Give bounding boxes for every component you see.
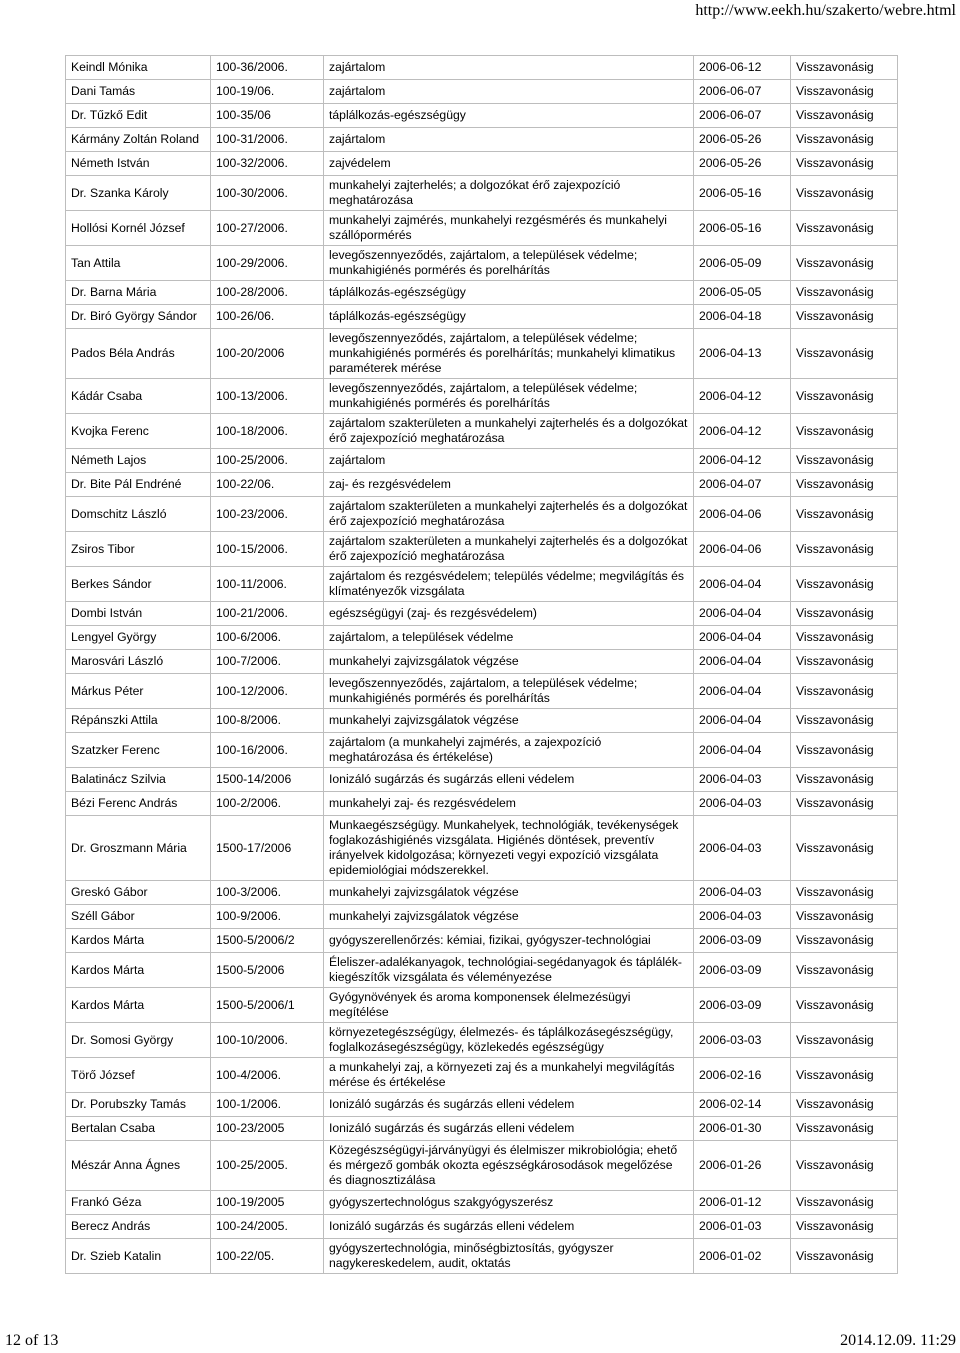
- table-row: [66, 449, 898, 473]
- expert-name-cell: Németh Lajos: [66, 449, 211, 473]
- specialty-cell: munkahelyi zajterhelés; a dolgozókat érő zajexpozíció meghatározása: [324, 176, 694, 211]
- expert-name-cell: Tan Attila: [66, 246, 211, 281]
- issue-date-cell: 2006-04-04: [694, 602, 791, 626]
- table-row: [66, 497, 898, 532]
- specialty-cell: zajártalom (a munkahelyi zajmérés, a zajexpozíció meghatározása és értékelése): [324, 733, 694, 768]
- table-row: [66, 104, 898, 128]
- specialty-cell: zajártalom szakterületen a munkahelyi zajterhelés és a dolgozókat érő zajexpozíció meghatározása: [324, 414, 694, 449]
- license-number-cell: 100-19/2005: [211, 1191, 324, 1215]
- validity-cell: Visszavonásig: [791, 414, 898, 449]
- license-number-cell: 100-2/2006.: [211, 792, 324, 816]
- specialty-cell: Ionizáló sugárzás és sugárzás elleni védelem: [324, 1215, 694, 1239]
- issue-date-cell: 2006-04-12: [694, 414, 791, 449]
- specialty-cell: Közegészségügyi-járványügyi és élelmiszer mikrobiológia; ehető és mérgező gombák okozta egészségkárosodások megelőzése és diagnosztizálása: [324, 1141, 694, 1191]
- expert-name-cell: Dr. Porubszky Tamás: [66, 1093, 211, 1117]
- issue-date-cell: 2006-04-04: [694, 733, 791, 768]
- license-number-cell: 100-28/2006.: [211, 281, 324, 305]
- validity-cell: Visszavonásig: [791, 567, 898, 602]
- expert-name-cell: Németh István: [66, 152, 211, 176]
- validity-cell: Visszavonásig: [791, 532, 898, 567]
- issue-date-cell: 2006-01-02: [694, 1239, 791, 1274]
- table-row: [66, 602, 898, 626]
- issue-date-cell: 2006-05-26: [694, 128, 791, 152]
- license-number-cell: 100-11/2006.: [211, 567, 324, 602]
- expert-name-cell: Balatinácz Szilvia: [66, 768, 211, 792]
- specialty-cell: környezetegészségügy, élelmezés- és táplálkozásegészségügy, foglalkozásegészségügy, közlekedés egészségügy: [324, 1023, 694, 1058]
- expert-name-cell: Kvojka Ferenc: [66, 414, 211, 449]
- validity-cell: Visszavonásig: [791, 449, 898, 473]
- license-number-cell: 100-25/2006.: [211, 449, 324, 473]
- issue-date-cell: 2006-06-07: [694, 104, 791, 128]
- table-row: [66, 953, 898, 988]
- specialty-cell: zaj- és rezgésvédelem: [324, 473, 694, 497]
- table-row: [66, 414, 898, 449]
- table-row: [66, 1141, 898, 1191]
- issue-date-cell: 2006-02-16: [694, 1058, 791, 1093]
- table-row: [66, 56, 898, 80]
- specialty-cell: zajártalom, a települések védelme: [324, 626, 694, 650]
- expert-name-cell: Berecz András: [66, 1215, 211, 1239]
- issue-date-cell: 2006-01-03: [694, 1215, 791, 1239]
- specialty-cell: Gyógynövények és aroma komponensek élelmezésügyi megítélése: [324, 988, 694, 1023]
- specialty-cell: zajvédelem: [324, 152, 694, 176]
- expert-name-cell: Kármány Zoltán Roland: [66, 128, 211, 152]
- license-number-cell: 100-6/2006.: [211, 626, 324, 650]
- license-number-cell: 100-25/2005.: [211, 1141, 324, 1191]
- license-number-cell: 100-8/2006.: [211, 709, 324, 733]
- expert-name-cell: Lengyel György: [66, 626, 211, 650]
- validity-cell: Visszavonásig: [791, 473, 898, 497]
- specialty-cell: zajártalom és rezgésvédelem; település védelme; megvilágítás és klímatényezők vizsgálata: [324, 567, 694, 602]
- specialty-cell: gyógyszertechnológus szakgyógyszerész: [324, 1191, 694, 1215]
- expert-name-cell: Szatzker Ferenc: [66, 733, 211, 768]
- table-row: [66, 1117, 898, 1141]
- validity-cell: Visszavonásig: [791, 1117, 898, 1141]
- expert-name-cell: Domschitz László: [66, 497, 211, 532]
- expert-name-cell: Greskó Gábor: [66, 881, 211, 905]
- license-number-cell: 100-21/2006.: [211, 602, 324, 626]
- expert-name-cell: Pados Béla András: [66, 329, 211, 379]
- license-number-cell: 1500-14/2006: [211, 768, 324, 792]
- table-row: [66, 152, 898, 176]
- validity-cell: Visszavonásig: [791, 1058, 898, 1093]
- license-number-cell: 1500-5/2006: [211, 953, 324, 988]
- license-number-cell: 100-30/2006.: [211, 176, 324, 211]
- validity-cell: Visszavonásig: [791, 329, 898, 379]
- specialty-cell: munkahelyi zajmérés, munkahelyi rezgésmérés és munkahelyi szállópormérés: [324, 211, 694, 246]
- validity-cell: Visszavonásig: [791, 1023, 898, 1058]
- issue-date-cell: 2006-04-04: [694, 567, 791, 602]
- table-row: [66, 626, 898, 650]
- license-number-cell: 100-22/05.: [211, 1239, 324, 1274]
- specialty-cell: zajártalom szakterületen a munkahelyi zajterhelés és a dolgozókat érő zajexpozíció meghatározása: [324, 532, 694, 567]
- issue-date-cell: 2006-04-12: [694, 379, 791, 414]
- specialty-cell: zajártalom szakterületen a munkahelyi zajterhelés és a dolgozókat érő zajexpozíció meghatározása: [324, 497, 694, 532]
- expert-name-cell: Dr. Somosi György: [66, 1023, 211, 1058]
- expert-name-cell: Dani Tamás: [66, 80, 211, 104]
- license-number-cell: 100-29/2006.: [211, 246, 324, 281]
- specialty-cell: levegőszennyeződés, zajártalom, a települések védelme; munkahigiénés pormérés és porelhárítás: [324, 246, 694, 281]
- license-number-cell: 100-24/2005.: [211, 1215, 324, 1239]
- validity-cell: Visszavonásig: [791, 733, 898, 768]
- table-row: [66, 674, 898, 709]
- expert-name-cell: Kardos Márta: [66, 953, 211, 988]
- expert-name-cell: Frankó Géza: [66, 1191, 211, 1215]
- license-number-cell: 1500-5/2006/1: [211, 988, 324, 1023]
- expert-name-cell: Dr. Szanka Károly: [66, 176, 211, 211]
- issue-date-cell: 2006-04-03: [694, 768, 791, 792]
- validity-cell: Visszavonásig: [791, 104, 898, 128]
- validity-cell: Visszavonásig: [791, 56, 898, 80]
- validity-cell: Visszavonásig: [791, 305, 898, 329]
- expert-name-cell: Dr. Groszmann Mária: [66, 816, 211, 881]
- validity-cell: Visszavonásig: [791, 988, 898, 1023]
- specialty-cell: munkahelyi zajvizsgálatok végzése: [324, 881, 694, 905]
- issue-date-cell: 2006-03-09: [694, 929, 791, 953]
- expert-name-cell: Berkes Sándor: [66, 567, 211, 602]
- expert-table: [65, 55, 898, 1274]
- specialty-cell: a munkahelyi zaj, a környezeti zaj és a munkahelyi megvilágítás mérése és értékelése: [324, 1058, 694, 1093]
- expert-name-cell: Dr. Bite Pál Endréné: [66, 473, 211, 497]
- specialty-cell: Ionizáló sugárzás és sugárzás elleni védelem: [324, 1093, 694, 1117]
- license-number-cell: 100-23/2006.: [211, 497, 324, 532]
- license-number-cell: 100-13/2006.: [211, 379, 324, 414]
- table-row: [66, 305, 898, 329]
- validity-cell: Visszavonásig: [791, 379, 898, 414]
- page-url: http://www.eekh.hu/szakerto/webre.html: [695, 2, 956, 19]
- table-row: [66, 1093, 898, 1117]
- issue-date-cell: 2006-01-30: [694, 1117, 791, 1141]
- issue-date-cell: 2006-05-05: [694, 281, 791, 305]
- license-number-cell: 100-1/2006.: [211, 1093, 324, 1117]
- license-number-cell: 100-16/2006.: [211, 733, 324, 768]
- expert-name-cell: Márkus Péter: [66, 674, 211, 709]
- issue-date-cell: 2006-03-09: [694, 953, 791, 988]
- print-datetime: 2014.12.09. 11:29: [840, 1332, 956, 1349]
- validity-cell: Visszavonásig: [791, 1215, 898, 1239]
- validity-cell: Visszavonásig: [791, 650, 898, 674]
- license-number-cell: 100-20/2006: [211, 329, 324, 379]
- issue-date-cell: 2006-05-26: [694, 152, 791, 176]
- license-number-cell: 100-3/2006.: [211, 881, 324, 905]
- license-number-cell: 1500-17/2006: [211, 816, 324, 881]
- table-row: [66, 792, 898, 816]
- issue-date-cell: 2006-04-04: [694, 626, 791, 650]
- validity-cell: Visszavonásig: [791, 497, 898, 532]
- validity-cell: Visszavonásig: [791, 709, 898, 733]
- table-row: [66, 80, 898, 104]
- validity-cell: Visszavonásig: [791, 881, 898, 905]
- table-row: [66, 1239, 898, 1274]
- validity-cell: Visszavonásig: [791, 905, 898, 929]
- expert-name-cell: Bézi Ferenc András: [66, 792, 211, 816]
- license-number-cell: 100-7/2006.: [211, 650, 324, 674]
- table-row: [66, 650, 898, 674]
- issue-date-cell: 2006-04-03: [694, 792, 791, 816]
- issue-date-cell: 2006-05-09: [694, 246, 791, 281]
- page-number: 12 of 13: [5, 1332, 59, 1349]
- table-row: [66, 329, 898, 379]
- table-row: [66, 709, 898, 733]
- issue-date-cell: 2006-04-03: [694, 905, 791, 929]
- issue-date-cell: 2006-04-04: [694, 650, 791, 674]
- license-number-cell: 100-19/06.: [211, 80, 324, 104]
- specialty-cell: Munkaegészségügy. Munkahelyek, technológiák, tevékenységek foglakozáshigiénés vizsgálata. Higiénés döntések, preventív irányelvek kidolgozása; környezeti vegyi expozíció vizsgálata epidemiológiai módszerekkel.: [324, 816, 694, 881]
- specialty-cell: munkahelyi zaj- és rezgésvédelem: [324, 792, 694, 816]
- validity-cell: Visszavonásig: [791, 176, 898, 211]
- validity-cell: Visszavonásig: [791, 80, 898, 104]
- expert-name-cell: Marosvári László: [66, 650, 211, 674]
- validity-cell: Visszavonásig: [791, 1191, 898, 1215]
- table-row: [66, 768, 898, 792]
- table-row: [66, 176, 898, 211]
- expert-name-cell: Kardos Márta: [66, 929, 211, 953]
- license-number-cell: 100-12/2006.: [211, 674, 324, 709]
- validity-cell: Visszavonásig: [791, 281, 898, 305]
- specialty-cell: táplálkozás-egészségügy: [324, 281, 694, 305]
- validity-cell: Visszavonásig: [791, 152, 898, 176]
- issue-date-cell: 2006-04-03: [694, 816, 791, 881]
- table-row: [66, 281, 898, 305]
- validity-cell: Visszavonásig: [791, 792, 898, 816]
- specialty-cell: Éleliszer-adalékanyagok, technológiai-segédanyagok és táplálék-kiegészítők vizsgálata és véleményezése: [324, 953, 694, 988]
- license-number-cell: 100-23/2005: [211, 1117, 324, 1141]
- issue-date-cell: 2006-03-03: [694, 1023, 791, 1058]
- issue-date-cell: 2006-04-03: [694, 881, 791, 905]
- validity-cell: Visszavonásig: [791, 602, 898, 626]
- expert-name-cell: Mészár Anna Ágnes: [66, 1141, 211, 1191]
- issue-date-cell: 2006-02-14: [694, 1093, 791, 1117]
- license-number-cell: 100-27/2006.: [211, 211, 324, 246]
- specialty-cell: táplálkozás-egészségügy: [324, 305, 694, 329]
- issue-date-cell: 2006-04-06: [694, 497, 791, 532]
- expert-table-body: [66, 56, 898, 1274]
- issue-date-cell: 2006-04-18: [694, 305, 791, 329]
- specialty-cell: levegőszennyeződés, zajártalom, a települések védelme; munkahigiénés pormérés és porelhárítás: [324, 379, 694, 414]
- table-row: [66, 246, 898, 281]
- table-row: [66, 379, 898, 414]
- issue-date-cell: 2006-04-04: [694, 709, 791, 733]
- table-row: [66, 733, 898, 768]
- validity-cell: Visszavonásig: [791, 929, 898, 953]
- validity-cell: Visszavonásig: [791, 128, 898, 152]
- license-number-cell: 100-22/06.: [211, 473, 324, 497]
- license-number-cell: 100-31/2006.: [211, 128, 324, 152]
- table-row: [66, 988, 898, 1023]
- expert-name-cell: Kardos Márta: [66, 988, 211, 1023]
- expert-name-cell: Dr. Barna Mária: [66, 281, 211, 305]
- license-number-cell: 100-32/2006.: [211, 152, 324, 176]
- table-row: [66, 1191, 898, 1215]
- specialty-cell: egészségügyi (zaj- és rezgésvédelem): [324, 602, 694, 626]
- specialty-cell: táplálkozás-egészségügy: [324, 104, 694, 128]
- validity-cell: Visszavonásig: [791, 1141, 898, 1191]
- issue-date-cell: 2006-04-07: [694, 473, 791, 497]
- table-row: [66, 567, 898, 602]
- expert-name-cell: Kádár Csaba: [66, 379, 211, 414]
- table-row: [66, 128, 898, 152]
- issue-date-cell: 2006-04-13: [694, 329, 791, 379]
- expert-name-cell: Répánszki Attila: [66, 709, 211, 733]
- expert-name-cell: Törő József: [66, 1058, 211, 1093]
- license-number-cell: 100-4/2006.: [211, 1058, 324, 1093]
- issue-date-cell: 2006-06-12: [694, 56, 791, 80]
- issue-date-cell: 2006-04-04: [694, 674, 791, 709]
- specialty-cell: zajártalom: [324, 449, 694, 473]
- expert-name-cell: Hollósi Kornél József: [66, 211, 211, 246]
- table-row: [66, 816, 898, 881]
- validity-cell: Visszavonásig: [791, 953, 898, 988]
- issue-date-cell: 2006-01-26: [694, 1141, 791, 1191]
- license-number-cell: 100-26/06.: [211, 305, 324, 329]
- license-number-cell: 100-9/2006.: [211, 905, 324, 929]
- table-row: [66, 473, 898, 497]
- license-number-cell: 100-36/2006.: [211, 56, 324, 80]
- table-row: [66, 905, 898, 929]
- specialty-cell: levegőszennyeződés, zajártalom, a települések védelme; munkahigiénés pormérés és porelhárítás; munkahelyi klimatikus paraméterek mérése: [324, 329, 694, 379]
- license-number-cell: 100-18/2006.: [211, 414, 324, 449]
- expert-name-cell: Széll Gábor: [66, 905, 211, 929]
- table-row: [66, 532, 898, 567]
- specialty-cell: zajártalom: [324, 56, 694, 80]
- specialty-cell: zajártalom: [324, 128, 694, 152]
- table-row: [66, 929, 898, 953]
- table-row: [66, 1058, 898, 1093]
- expert-name-cell: Dr. Szieb Katalin: [66, 1239, 211, 1274]
- issue-date-cell: 2006-05-16: [694, 211, 791, 246]
- specialty-cell: munkahelyi zajvizsgálatok végzése: [324, 650, 694, 674]
- specialty-cell: munkahelyi zajvizsgálatok végzése: [324, 709, 694, 733]
- validity-cell: Visszavonásig: [791, 768, 898, 792]
- validity-cell: Visszavonásig: [791, 211, 898, 246]
- issue-date-cell: 2006-04-12: [694, 449, 791, 473]
- validity-cell: Visszavonásig: [791, 1239, 898, 1274]
- expert-name-cell: Bertalan Csaba: [66, 1117, 211, 1141]
- expert-name-cell: Keindl Mónika: [66, 56, 211, 80]
- specialty-cell: Ionizáló sugárzás és sugárzás elleni védelem: [324, 1117, 694, 1141]
- specialty-cell: gyógyszerellenőrzés: kémiai, fizikai, gyógyszer-technológiai: [324, 929, 694, 953]
- license-number-cell: 100-10/2006.: [211, 1023, 324, 1058]
- issue-date-cell: 2006-01-12: [694, 1191, 791, 1215]
- table-row: [66, 211, 898, 246]
- specialty-cell: gyógyszertechnológia, minőségbiztosítás, gyógyszer nagykereskedelem, audit, oktatás: [324, 1239, 694, 1274]
- license-number-cell: 100-35/06: [211, 104, 324, 128]
- validity-cell: Visszavonásig: [791, 246, 898, 281]
- expert-name-cell: Dr. Tűzkő Edit: [66, 104, 211, 128]
- specialty-cell: levegőszennyeződés, zajártalom, a települések védelme; munkahigiénés pormérés és porelhárítás: [324, 674, 694, 709]
- issue-date-cell: 2006-03-09: [694, 988, 791, 1023]
- validity-cell: Visszavonásig: [791, 626, 898, 650]
- table-row: [66, 881, 898, 905]
- table-row: [66, 1023, 898, 1058]
- specialty-cell: Ionizáló sugárzás és sugárzás elleni védelem: [324, 768, 694, 792]
- license-number-cell: 100-15/2006.: [211, 532, 324, 567]
- license-number-cell: 1500-5/2006/2: [211, 929, 324, 953]
- validity-cell: Visszavonásig: [791, 674, 898, 709]
- issue-date-cell: 2006-04-06: [694, 532, 791, 567]
- specialty-cell: munkahelyi zajvizsgálatok végzése: [324, 905, 694, 929]
- issue-date-cell: 2006-05-16: [694, 176, 791, 211]
- issue-date-cell: 2006-06-07: [694, 80, 791, 104]
- expert-name-cell: Dombi István: [66, 602, 211, 626]
- expert-name-cell: Zsiros Tibor: [66, 532, 211, 567]
- table-row: [66, 1215, 898, 1239]
- validity-cell: Visszavonásig: [791, 816, 898, 881]
- validity-cell: Visszavonásig: [791, 1093, 898, 1117]
- specialty-cell: zajártalom: [324, 80, 694, 104]
- expert-name-cell: Dr. Biró György Sándor: [66, 305, 211, 329]
